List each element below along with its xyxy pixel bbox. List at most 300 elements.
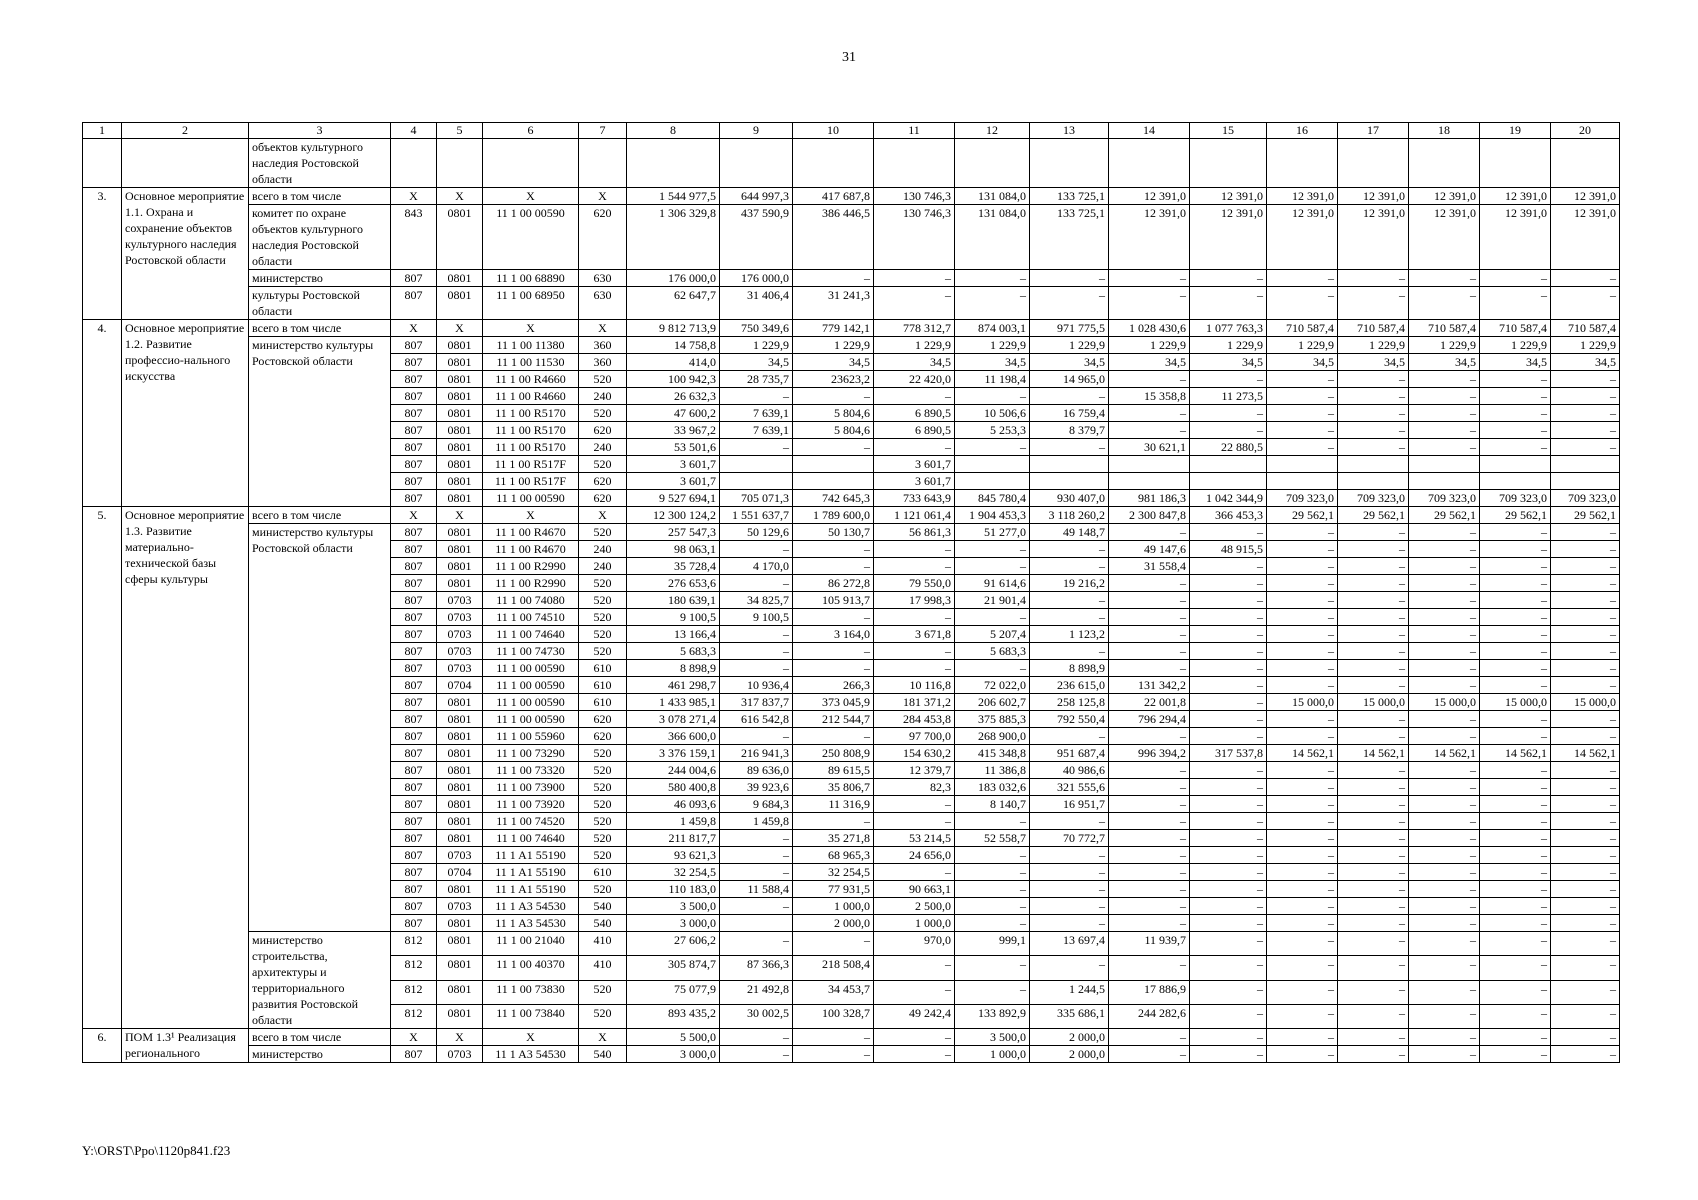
amount-cell: – bbox=[1409, 711, 1480, 728]
section-cell: 0801 bbox=[437, 915, 483, 932]
table-row bbox=[83, 337, 1620, 354]
amount-cell: – bbox=[1190, 932, 1267, 956]
amount-cell: – bbox=[1109, 728, 1190, 745]
amount-cell: 22 420,0 bbox=[874, 371, 955, 388]
amount-cell: 268 900,0 bbox=[955, 728, 1030, 745]
section-cell: 0801 bbox=[437, 371, 483, 388]
amount-cell: 17 886,9 bbox=[1109, 980, 1190, 1004]
empty-cell bbox=[793, 139, 874, 188]
executor-cell: министерство bbox=[249, 270, 391, 287]
amount-cell: – bbox=[720, 847, 793, 864]
amount-cell: – bbox=[1480, 643, 1551, 660]
amount-cell: 710 587,4 bbox=[1338, 320, 1409, 337]
gov-code-cell: 807 bbox=[391, 643, 437, 660]
amount-cell: – bbox=[874, 1046, 955, 1063]
amount-cell: 317 537,8 bbox=[1190, 745, 1267, 762]
activity-name-cell: Основное мероприятие 1.3. Развитие материально-технической базы сферы культуры bbox=[122, 507, 249, 1029]
amount-cell: 34,5 bbox=[1267, 354, 1338, 371]
amount-cell: – bbox=[1267, 575, 1338, 592]
amount-cell: – bbox=[1480, 779, 1551, 796]
amount-cell: – bbox=[1338, 643, 1409, 660]
amount-cell: – bbox=[793, 388, 874, 405]
gov-code-cell: 812 bbox=[391, 932, 437, 956]
amount-cell: – bbox=[955, 609, 1030, 626]
amount-cell: – bbox=[1267, 1046, 1338, 1063]
amount-cell bbox=[720, 473, 793, 490]
amount-cell: 5 683,3 bbox=[627, 643, 720, 660]
amount-cell: – bbox=[1409, 541, 1480, 558]
amount-cell: – bbox=[1551, 1046, 1620, 1063]
amount-cell: – bbox=[955, 898, 1030, 915]
amount-cell: – bbox=[793, 1046, 874, 1063]
amount-cell: 1 459,8 bbox=[627, 813, 720, 830]
amount-cell: – bbox=[1190, 609, 1267, 626]
target-article-cell: 11 1 00 74080 bbox=[483, 592, 579, 609]
amount-cell: 176 000,0 bbox=[627, 270, 720, 287]
amount-cell: – bbox=[1480, 915, 1551, 932]
amount-cell: – bbox=[955, 915, 1030, 932]
amount-cell: 845 780,4 bbox=[955, 490, 1030, 507]
amount-cell: – bbox=[1480, 762, 1551, 779]
amount-cell: 971 775,5 bbox=[1030, 320, 1109, 337]
executor-cell: министерство bbox=[249, 1046, 391, 1063]
empty-cell bbox=[483, 139, 579, 188]
amount-cell: – bbox=[1030, 541, 1109, 558]
gov-code-cell: 807 bbox=[391, 1046, 437, 1063]
amount-cell: 616 542,8 bbox=[720, 711, 793, 728]
amount-cell: – bbox=[1190, 643, 1267, 660]
amount-cell: 218 508,4 bbox=[793, 956, 874, 980]
amount-cell: 14 562,1 bbox=[1480, 745, 1551, 762]
amount-cell: 414,0 bbox=[627, 354, 720, 371]
amount-cell: – bbox=[1551, 422, 1620, 439]
amount-cell: – bbox=[1109, 422, 1190, 439]
amount-cell: – bbox=[1190, 762, 1267, 779]
amount-cell: – bbox=[1338, 660, 1409, 677]
amount-cell: 3 671,8 bbox=[874, 626, 955, 643]
page-number: 31 bbox=[842, 50, 856, 65]
amount-cell: – bbox=[1030, 915, 1109, 932]
amount-cell: 3 376 159,1 bbox=[627, 745, 720, 762]
amount-cell: – bbox=[1030, 956, 1109, 980]
amount-cell: – bbox=[1190, 847, 1267, 864]
amount-cell: 317 837,7 bbox=[720, 694, 793, 711]
amount-cell: 15 000,0 bbox=[1409, 694, 1480, 711]
amount-cell bbox=[1190, 473, 1267, 490]
amount-cell: – bbox=[1551, 779, 1620, 796]
amount-cell: 19 216,2 bbox=[1030, 575, 1109, 592]
empty-cell bbox=[1267, 139, 1338, 188]
amount-cell: 34,5 bbox=[1551, 354, 1620, 371]
amount-cell: 75 077,9 bbox=[627, 980, 720, 1004]
amount-cell: – bbox=[1551, 558, 1620, 575]
amount-cell: – bbox=[1338, 609, 1409, 626]
amount-cell: – bbox=[1551, 1004, 1620, 1028]
amount-cell: 10 506,6 bbox=[955, 405, 1030, 422]
amount-cell: – bbox=[1409, 956, 1480, 980]
expense-type-cell: 360 bbox=[579, 354, 627, 371]
section-cell: 0801 bbox=[437, 490, 483, 507]
amount-cell bbox=[1190, 456, 1267, 473]
amount-cell: 709 323,0 bbox=[1267, 490, 1338, 507]
amount-cell: – bbox=[1409, 592, 1480, 609]
amount-cell: 79 550,0 bbox=[874, 575, 955, 592]
amount-cell: – bbox=[1338, 779, 1409, 796]
expense-type-cell: 240 bbox=[579, 541, 627, 558]
amount-cell: – bbox=[1338, 388, 1409, 405]
amount-cell: – bbox=[1267, 558, 1338, 575]
amount-cell: 742 645,3 bbox=[793, 490, 874, 507]
amount-cell: 49 148,7 bbox=[1030, 524, 1109, 541]
amount-cell: – bbox=[1190, 694, 1267, 711]
amount-cell: – bbox=[1551, 796, 1620, 813]
amount-cell: 366 600,0 bbox=[627, 728, 720, 745]
amount-cell: 30 621,1 bbox=[1109, 439, 1190, 456]
section-cell: 0801 bbox=[437, 422, 483, 439]
amount-cell: – bbox=[1190, 1029, 1267, 1046]
amount-cell: – bbox=[720, 864, 793, 881]
gov-code-cell: 807 bbox=[391, 762, 437, 779]
amount-cell: – bbox=[1480, 677, 1551, 694]
amount-cell: 39 923,6 bbox=[720, 779, 793, 796]
amount-cell: 12 391,0 bbox=[1338, 205, 1409, 270]
gov-code-cell: 807 bbox=[391, 609, 437, 626]
amount-cell: – bbox=[720, 830, 793, 847]
row-number-cell: 3. bbox=[83, 188, 122, 320]
target-article-cell: 11 1 A3 54530 bbox=[483, 898, 579, 915]
section-cell: 0801 bbox=[437, 354, 483, 371]
amount-cell: – bbox=[1551, 677, 1620, 694]
amount-cell: 266,3 bbox=[793, 677, 874, 694]
amount-cell: – bbox=[1338, 1004, 1409, 1028]
amount-cell: – bbox=[1190, 980, 1267, 1004]
amount-cell: – bbox=[1030, 592, 1109, 609]
amount-cell: 3 000,0 bbox=[627, 1046, 720, 1063]
target-article-cell: 11 1 00 68950 bbox=[483, 287, 579, 320]
amount-cell: 34,5 bbox=[1190, 354, 1267, 371]
amount-cell: 82,3 bbox=[874, 779, 955, 796]
amount-cell: 710 587,4 bbox=[1480, 320, 1551, 337]
section-cell: 0801 bbox=[437, 337, 483, 354]
amount-cell bbox=[1338, 456, 1409, 473]
target-article-cell: 11 1 00 00590 bbox=[483, 490, 579, 507]
target-article-cell: X bbox=[483, 1029, 579, 1046]
section-cell: 0801 bbox=[437, 388, 483, 405]
gov-code-cell: 807 bbox=[391, 270, 437, 287]
amount-cell: – bbox=[1409, 847, 1480, 864]
amount-cell: – bbox=[793, 728, 874, 745]
amount-cell: 3 601,7 bbox=[627, 473, 720, 490]
amount-cell: 16 951,7 bbox=[1030, 796, 1109, 813]
amount-cell: 30 002,5 bbox=[720, 1004, 793, 1028]
section-cell: 0801 bbox=[437, 694, 483, 711]
target-article-cell: 11 1 00 00590 bbox=[483, 711, 579, 728]
empty-cell bbox=[874, 139, 955, 188]
amount-cell: 47 600,2 bbox=[627, 405, 720, 422]
column-header-cell: 18 bbox=[1409, 123, 1480, 139]
amount-cell: 21 901,4 bbox=[955, 592, 1030, 609]
amount-cell: – bbox=[1551, 864, 1620, 881]
target-article-cell: 11 1 00 R517F bbox=[483, 473, 579, 490]
amount-cell: 709 323,0 bbox=[1409, 490, 1480, 507]
amount-cell: 49 147,6 bbox=[1109, 541, 1190, 558]
amount-cell: 236 615,0 bbox=[1030, 677, 1109, 694]
target-article-cell: 11 1 00 74640 bbox=[483, 626, 579, 643]
row-number-cell: 5. bbox=[83, 507, 122, 1029]
table-row bbox=[83, 507, 1620, 524]
amount-cell: 1 077 763,3 bbox=[1190, 320, 1267, 337]
amount-cell: 321 555,6 bbox=[1030, 779, 1109, 796]
amount-cell: 27 606,2 bbox=[627, 932, 720, 956]
amount-cell: 1 229,9 bbox=[1338, 337, 1409, 354]
amount-cell: – bbox=[1409, 980, 1480, 1004]
amount-cell: – bbox=[1109, 660, 1190, 677]
amount-cell: – bbox=[1551, 898, 1620, 915]
amount-cell: – bbox=[1480, 711, 1551, 728]
amount-cell: 50 130,7 bbox=[793, 524, 874, 541]
amount-cell: 98 063,1 bbox=[627, 541, 720, 558]
amount-cell: – bbox=[720, 643, 793, 660]
amount-cell: – bbox=[1267, 898, 1338, 915]
expense-type-cell: 630 bbox=[579, 270, 627, 287]
expense-type-cell: 520 bbox=[579, 813, 627, 830]
target-article-cell: 11 1 00 R4660 bbox=[483, 371, 579, 388]
target-article-cell: 11 1 00 73290 bbox=[483, 745, 579, 762]
continuation-row bbox=[83, 139, 1620, 188]
gov-code-cell: 807 bbox=[391, 371, 437, 388]
amount-cell: – bbox=[1338, 864, 1409, 881]
gov-code-cell: 807 bbox=[391, 592, 437, 609]
gov-code-cell: 807 bbox=[391, 439, 437, 456]
amount-cell: – bbox=[1190, 558, 1267, 575]
amount-cell: 6 890,5 bbox=[874, 405, 955, 422]
amount-cell: – bbox=[874, 643, 955, 660]
amount-cell: – bbox=[720, 575, 793, 592]
amount-cell: 31 558,4 bbox=[1109, 558, 1190, 575]
amount-cell: 3 500,0 bbox=[627, 898, 720, 915]
amount-cell: – bbox=[1030, 558, 1109, 575]
amount-cell: 33 967,2 bbox=[627, 422, 720, 439]
amount-cell bbox=[1409, 456, 1480, 473]
amount-cell: 14 562,1 bbox=[1409, 745, 1480, 762]
activity-name-cell: ПОМ 1.3¹ Реализация регионального bbox=[122, 1029, 249, 1063]
amount-cell: 35 271,8 bbox=[793, 830, 874, 847]
section-cell: 0801 bbox=[437, 270, 483, 287]
amount-cell: 12 391,0 bbox=[1338, 188, 1409, 205]
target-article-cell: 11 1 00 00590 bbox=[483, 677, 579, 694]
amount-cell: – bbox=[1190, 422, 1267, 439]
amount-cell: 13 697,4 bbox=[1030, 932, 1109, 956]
amount-cell: – bbox=[1109, 915, 1190, 932]
amount-cell: – bbox=[955, 439, 1030, 456]
expense-type-cell: 520 bbox=[579, 524, 627, 541]
section-cell: 0801 bbox=[437, 575, 483, 592]
amount-cell: 5 253,3 bbox=[955, 422, 1030, 439]
amount-cell: 48 915,5 bbox=[1190, 541, 1267, 558]
section-cell: 0703 bbox=[437, 592, 483, 609]
amount-cell: – bbox=[1480, 881, 1551, 898]
amount-cell: 284 453,8 bbox=[874, 711, 955, 728]
gov-code-cell: X bbox=[391, 507, 437, 524]
executor-cell: всего в том числе bbox=[249, 320, 391, 337]
section-cell: X bbox=[437, 320, 483, 337]
section-cell: 0801 bbox=[437, 541, 483, 558]
amount-cell: 12 379,7 bbox=[874, 762, 955, 779]
amount-cell: – bbox=[1190, 915, 1267, 932]
amount-cell: 130 746,3 bbox=[874, 205, 955, 270]
amount-cell: – bbox=[1551, 932, 1620, 956]
empty-cell bbox=[1551, 139, 1620, 188]
amount-cell: – bbox=[955, 881, 1030, 898]
amount-cell bbox=[1480, 456, 1551, 473]
expense-type-cell: 520 bbox=[579, 980, 627, 1004]
amount-cell: 34,5 bbox=[793, 354, 874, 371]
amount-cell: 206 602,7 bbox=[955, 694, 1030, 711]
section-cell: 0801 bbox=[437, 728, 483, 745]
amount-cell: 1 229,9 bbox=[1030, 337, 1109, 354]
amount-cell: – bbox=[1480, 388, 1551, 405]
amount-cell: – bbox=[1109, 405, 1190, 422]
section-cell: X bbox=[437, 1029, 483, 1046]
amount-cell: – bbox=[1551, 956, 1620, 980]
amount-cell: 7 639,1 bbox=[720, 405, 793, 422]
gov-code-cell: 812 bbox=[391, 980, 437, 1004]
amount-cell: – bbox=[1267, 830, 1338, 847]
amount-cell: – bbox=[793, 643, 874, 660]
gov-code-cell: 807 bbox=[391, 711, 437, 728]
section-cell: 0801 bbox=[437, 439, 483, 456]
amount-cell: – bbox=[1551, 270, 1620, 287]
amount-cell: 2 000,0 bbox=[1030, 1046, 1109, 1063]
amount-cell: – bbox=[1338, 592, 1409, 609]
amount-cell: 779 142,1 bbox=[793, 320, 874, 337]
amount-cell: – bbox=[1190, 1046, 1267, 1063]
header-row bbox=[83, 123, 1620, 139]
amount-cell bbox=[1551, 473, 1620, 490]
amount-cell: 21 492,8 bbox=[720, 980, 793, 1004]
amount-cell: 31 406,4 bbox=[720, 287, 793, 320]
amount-cell: – bbox=[1409, 677, 1480, 694]
amount-cell: – bbox=[720, 932, 793, 956]
amount-cell: – bbox=[720, 388, 793, 405]
gov-code-cell: 807 bbox=[391, 898, 437, 915]
amount-cell: – bbox=[1551, 592, 1620, 609]
amount-cell: – bbox=[1551, 762, 1620, 779]
amount-cell: – bbox=[1109, 1029, 1190, 1046]
expense-type-cell: 410 bbox=[579, 932, 627, 956]
gov-code-cell: 807 bbox=[391, 796, 437, 813]
amount-cell: – bbox=[793, 270, 874, 287]
amount-cell: – bbox=[1338, 439, 1409, 456]
amount-cell: – bbox=[1338, 813, 1409, 830]
amount-cell: 131 084,0 bbox=[955, 205, 1030, 270]
amount-cell: – bbox=[1030, 813, 1109, 830]
amount-cell: 34,5 bbox=[874, 354, 955, 371]
gov-code-cell: 807 bbox=[391, 779, 437, 796]
gov-code-cell: 807 bbox=[391, 473, 437, 490]
amount-cell: – bbox=[1480, 558, 1551, 575]
amount-cell: – bbox=[1409, 728, 1480, 745]
empty-cell bbox=[1109, 139, 1190, 188]
executor-cell: всего в том числе bbox=[249, 188, 391, 205]
amount-cell: 710 587,4 bbox=[1267, 320, 1338, 337]
amount-cell: – bbox=[1551, 626, 1620, 643]
empty-cell bbox=[122, 139, 249, 188]
amount-cell: – bbox=[1109, 270, 1190, 287]
amount-cell: 1 551 637,7 bbox=[720, 507, 793, 524]
table-row bbox=[83, 932, 1620, 956]
amount-cell: – bbox=[1409, 864, 1480, 881]
amount-cell bbox=[1551, 456, 1620, 473]
amount-cell: 3 500,0 bbox=[955, 1029, 1030, 1046]
amount-cell: 1 028 430,6 bbox=[1109, 320, 1190, 337]
amount-cell: 1 229,9 bbox=[720, 337, 793, 354]
amount-cell: 1 229,9 bbox=[793, 337, 874, 354]
activity-name-cell: Основное мероприятие 1.2. Развитие профессио-нального искусства bbox=[122, 320, 249, 507]
amount-cell bbox=[793, 456, 874, 473]
amount-cell: 709 323,0 bbox=[1480, 490, 1551, 507]
executor-cell: министерство культуры Ростовской области bbox=[249, 337, 391, 507]
target-article-cell: 11 1 00 73920 bbox=[483, 796, 579, 813]
expense-type-cell: 520 bbox=[579, 779, 627, 796]
amount-cell: – bbox=[1551, 728, 1620, 745]
amount-cell: – bbox=[1551, 1029, 1620, 1046]
gov-code-cell: 807 bbox=[391, 847, 437, 864]
amount-cell: – bbox=[1409, 881, 1480, 898]
amount-cell: – bbox=[1551, 711, 1620, 728]
amount-cell: – bbox=[1190, 956, 1267, 980]
amount-cell: – bbox=[955, 980, 1030, 1004]
amount-cell: 15 000,0 bbox=[1551, 694, 1620, 711]
amount-cell: – bbox=[1267, 915, 1338, 932]
amount-cell: – bbox=[1267, 711, 1338, 728]
column-header-cell: 8 bbox=[627, 123, 720, 139]
target-article-cell: 11 1 00 R517F bbox=[483, 456, 579, 473]
section-cell: 0801 bbox=[437, 956, 483, 980]
target-article-cell: 11 1 00 73320 bbox=[483, 762, 579, 779]
amount-cell: – bbox=[1190, 677, 1267, 694]
amount-cell: 34,5 bbox=[720, 354, 793, 371]
amount-cell: – bbox=[1409, 270, 1480, 287]
amount-cell: – bbox=[1190, 371, 1267, 388]
amount-cell: 14 562,1 bbox=[1551, 745, 1620, 762]
amount-cell: 32 254,5 bbox=[793, 864, 874, 881]
amount-cell: 2 000,0 bbox=[793, 915, 874, 932]
amount-cell: 11 939,7 bbox=[1109, 932, 1190, 956]
amount-cell: 6 890,5 bbox=[874, 422, 955, 439]
amount-cell: – bbox=[1551, 439, 1620, 456]
amount-cell: – bbox=[1409, 643, 1480, 660]
expense-type-cell: 520 bbox=[579, 405, 627, 422]
amount-cell: – bbox=[1338, 422, 1409, 439]
amount-cell: 131 084,0 bbox=[955, 188, 1030, 205]
amount-cell: – bbox=[1267, 881, 1338, 898]
amount-cell: 29 562,1 bbox=[1551, 507, 1620, 524]
amount-cell: 22 880,5 bbox=[1190, 439, 1267, 456]
footer-path: Y:\ORST\Ppo\1120p841.f23 bbox=[82, 1143, 231, 1158]
amount-cell: 3 601,7 bbox=[627, 456, 720, 473]
amount-cell bbox=[720, 456, 793, 473]
amount-cell: – bbox=[1480, 660, 1551, 677]
amount-cell: 1 000,0 bbox=[955, 1046, 1030, 1063]
amount-cell bbox=[720, 915, 793, 932]
amount-cell: 996 394,2 bbox=[1109, 745, 1190, 762]
amount-cell: – bbox=[955, 660, 1030, 677]
amount-cell: – bbox=[1338, 728, 1409, 745]
empty-cell bbox=[83, 139, 122, 188]
amount-cell: – bbox=[1338, 898, 1409, 915]
column-header-cell: 7 bbox=[579, 123, 627, 139]
